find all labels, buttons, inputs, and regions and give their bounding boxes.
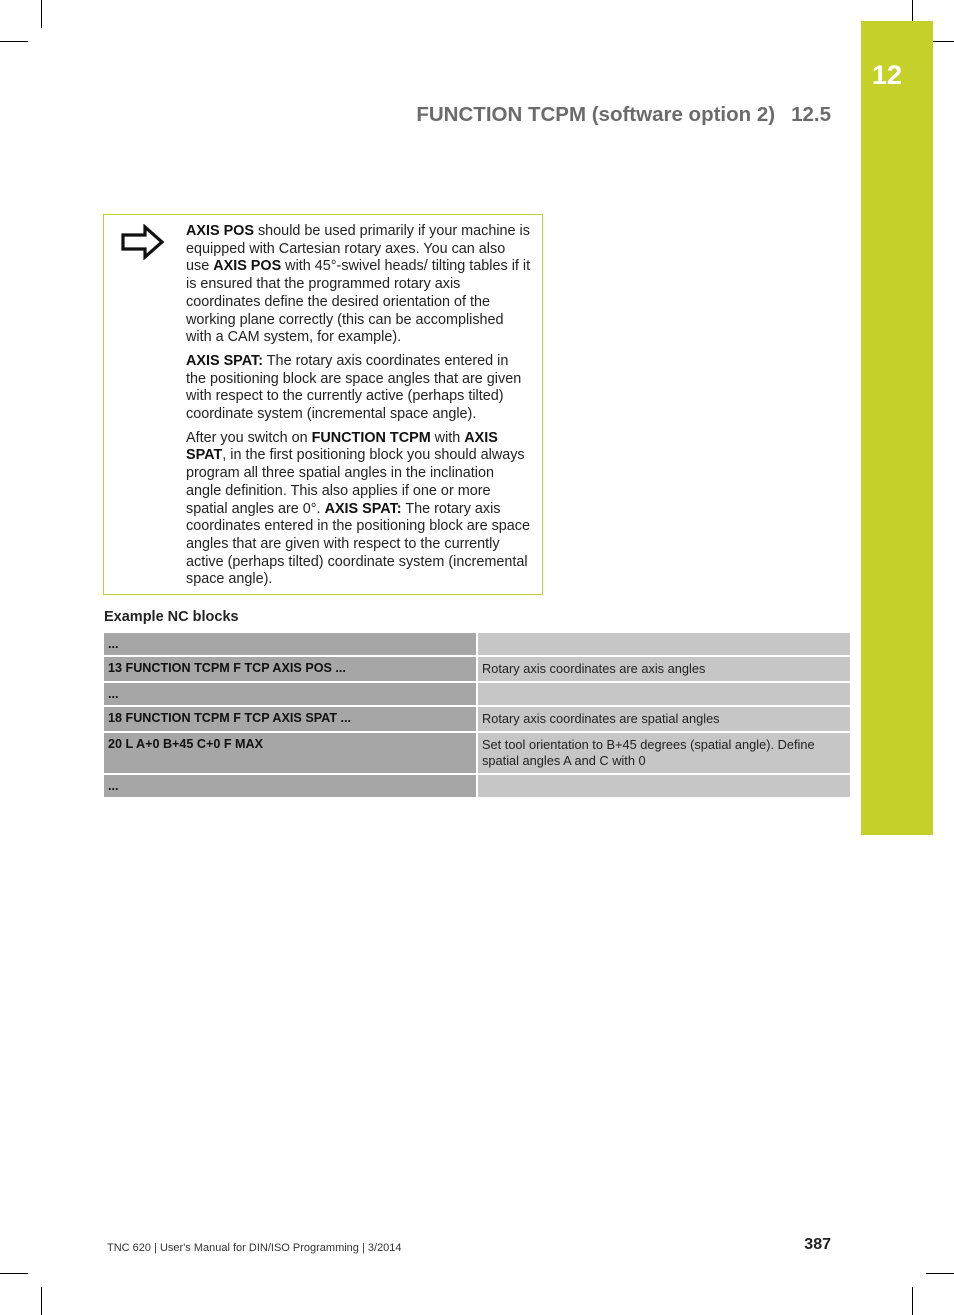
text: , in the first positioning block you should always program all three spatial angles in the inclination angle definition. This also applies if one or more spatial angles are 0°. (186, 447, 525, 517)
text: The rotary axis coordinates entered in the positioning block are space angles that are given with respect to the currently active (perhaps tilted) coordinate system (incremental space angle). (186, 500, 530, 588)
keyword: AXIS SPAT: (186, 352, 264, 369)
crop-mark (41, 0, 42, 28)
desc-cell: Set tool orientation to B+45 degrees (spatial angle). Define spatial angles A and C with 0 (478, 733, 850, 773)
chapter-tab (861, 21, 933, 835)
desc-cell (478, 775, 850, 797)
text: with (430, 429, 465, 446)
crop-mark (41, 1287, 42, 1315)
text: The rotary axis coordinates entered in the positioning block are space angles that are given with respect to the currently active (perhaps tilted) coordinate system (incremental space angle). (186, 352, 522, 423)
note-paragraph (186, 223, 531, 347)
table-row (104, 733, 850, 773)
code-cell: ... (104, 633, 476, 655)
desc-cell (478, 683, 850, 705)
note-box (103, 214, 543, 595)
code-cell: 13 FUNCTION TCPM F TCP AXIS POS ... (104, 657, 476, 681)
section-number: 12.5 (791, 103, 831, 126)
table-row (104, 657, 850, 681)
desc-cell: Rotary axis coordinates are axis angles (478, 657, 850, 681)
code-cell: 20 L A+0 B+45 C+0 F MAX (104, 733, 476, 773)
example-heading: Example NC blocks (104, 609, 239, 625)
crop-mark (0, 1273, 28, 1274)
section-title: FUNCTION TCPM (software option 2) (416, 103, 776, 126)
note-paragraph (186, 353, 531, 424)
desc-cell (478, 633, 850, 655)
code-cell: 18 FUNCTION TCPM F TCP AXIS SPAT ... (104, 707, 476, 731)
desc-cell: Rotary axis coordinates are spatial angles (478, 707, 850, 731)
crop-mark (926, 1273, 954, 1274)
table-row (104, 707, 850, 731)
crop-mark (912, 0, 913, 22)
keyword: FUNCTION TCPM (311, 429, 431, 446)
text: should be used primarily if your machine is equipped with Cartesian rotary axes. You can also use (186, 223, 530, 275)
chapter-number: 12 (872, 60, 903, 90)
table-row (104, 683, 850, 705)
footer-text: TNC 620 | User's Manual for DIN/ISO Programming | 3/2014 (107, 1242, 402, 1254)
keyword: AXIS SPAT (186, 429, 498, 464)
keyword: AXIS POS (213, 258, 282, 275)
page-header (416, 103, 831, 127)
note-text (186, 223, 531, 595)
page-number: 387 (804, 1236, 831, 1253)
code-cell: ... (104, 683, 476, 705)
table-row (104, 633, 850, 655)
crop-mark (0, 41, 28, 42)
keyword: AXIS POS (186, 223, 254, 239)
text: with 45°-swivel heads/ tilting tables if it is ensured that the programmed rotary axis coordinates define the desired orientation of the working plane correctly (this can be accomplished with a CAM system, for example). (186, 258, 531, 346)
crop-mark (912, 1287, 913, 1315)
keyword: AXIS SPAT: (324, 500, 402, 517)
nc-blocks-table (104, 633, 850, 799)
table-row (104, 775, 850, 797)
note-paragraph (186, 430, 531, 589)
text: After you switch on (186, 429, 312, 446)
code-cell: ... (104, 775, 476, 797)
arrow-right-icon (121, 224, 165, 260)
